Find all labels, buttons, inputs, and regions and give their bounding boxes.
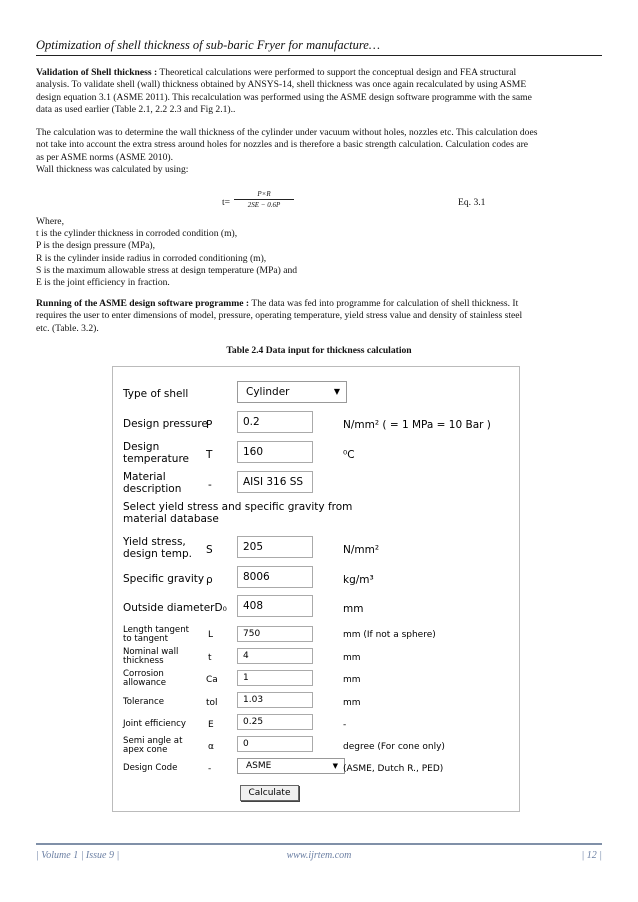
corrosion-field[interactable]: 1 bbox=[237, 670, 313, 686]
design-temperature-label: Design temperature bbox=[123, 441, 189, 465]
corrosion-symbol: Ca bbox=[206, 675, 218, 685]
validation-heading: Validation of Shell thickness : bbox=[36, 67, 158, 78]
list-item: R is the cylinder inside radius in corroded conditioning (m), bbox=[36, 252, 267, 264]
shell-type-select[interactable]: Cylinder ▼ bbox=[237, 381, 347, 403]
list-item: S is the maximum allowable stress at design temperature (MPa) and bbox=[36, 264, 298, 276]
tolerance-symbol: tol bbox=[206, 698, 218, 708]
joint-efficiency-label: Joint efficiency bbox=[123, 719, 186, 729]
equation-numerator: P×R bbox=[234, 190, 294, 200]
design-pressure-unit: N/mm² ( = 1 MPa = 10 Bar ) bbox=[343, 419, 491, 431]
design-pressure-label: Design pressure bbox=[123, 418, 208, 430]
chevron-down-icon: ▼ bbox=[333, 387, 340, 396]
outside-diameter-field[interactable]: 408 bbox=[237, 595, 313, 617]
specific-gravity-unit: kg/m³ bbox=[343, 574, 374, 586]
material-database-note: Select yield stress and specific gravity from material database bbox=[123, 501, 353, 525]
material-description-label: Material description bbox=[123, 471, 182, 495]
nominal-wall-label: Nominal wall thickness bbox=[123, 647, 179, 667]
footer-rule bbox=[36, 843, 602, 845]
calculation-paragraph: The calculation was to determine the wall thickness of the cylinder under vacuum without holes, nozzles etc. This calculation does not take into account the extra stress around holes for nozzles and is therefore a basic strength calculation. Calculation codes are as per ASME norms (ASME 2010). Wall thickness was calculated by using: bbox=[36, 127, 538, 176]
footer-page-number: | 12 | bbox=[581, 850, 602, 861]
footer-website: www.ijrtem.com bbox=[286, 850, 352, 861]
semi-angle-unit: degree (For cone only) bbox=[343, 742, 445, 752]
corrosion-label: Corrosion allowance bbox=[123, 669, 167, 689]
equation-line bbox=[36, 190, 602, 214]
type-of-shell-label: Type of shell bbox=[123, 388, 189, 400]
software-paragraph: Running of the ASME design software programme : The data was fed into programme for calculation of shell thickness. It requires the user to enter dimensions of model, pressure, operating temperature, yield stress value and density of stainless steel etc. (Table. 3.2). bbox=[36, 298, 523, 334]
joint-efficiency-unit: - bbox=[343, 720, 347, 730]
nominal-wall-symbol: t bbox=[208, 653, 212, 663]
list-item: E is the joint efficiency in fraction. bbox=[36, 277, 170, 289]
design-temperature-unit: ⁰C bbox=[343, 449, 355, 461]
equation-number: Eq. 3.1 bbox=[458, 197, 486, 208]
tolerance-unit: mm bbox=[343, 698, 361, 708]
software-heading: Running of the ASME design software programme : bbox=[36, 298, 250, 309]
material-symbol: - bbox=[208, 479, 212, 491]
design-pressure-symbol: P bbox=[206, 419, 213, 431]
validation-paragraph: Validation of Shell thickness : Theoretical calculations were performed to support the conceptual design and FEA structural analysis. To validate shell (wall) thickness obtained by ANSYS-14, shell thickness was once again recalculated by using ASME design equation 3.1 (ASME 2011). This recalculation was performed using the ASME design software programme with the same data as used earlier (Table 2.1, 2.2 2.3 and Fig 2.1).. bbox=[36, 67, 532, 116]
equation-denominator: 2SE − 0.6P bbox=[247, 201, 281, 209]
joint-efficiency-symbol: E bbox=[208, 720, 214, 730]
design-temperature-field[interactable]: 160 bbox=[237, 441, 313, 463]
length-symbol: L bbox=[208, 630, 214, 640]
where-list: Where, t is the cylinder thickness in corroded condition (m), P is the design pressure (MPa), R is the cylinder inside radius in corroded conditioning (m), S is the maximum allowable stress at design temperature (MPa) and E is the joint efficiency in fraction. bbox=[36, 216, 298, 289]
yield-stress-symbol: S bbox=[206, 544, 213, 556]
length-label: Length tangent to tangent bbox=[123, 625, 190, 645]
table-caption: Table 2.4 Data input for thickness calculation bbox=[226, 345, 412, 356]
list-item: P is the design pressure (MPa), bbox=[36, 240, 156, 252]
semi-angle-field[interactable]: 0 bbox=[237, 736, 313, 752]
design-code-unit: (ASME, Dutch R., PED) bbox=[343, 764, 444, 774]
nominal-wall-field[interactable]: 4 bbox=[237, 648, 313, 664]
design-code-select[interactable]: ASME ▼ bbox=[237, 758, 345, 774]
data-input-form bbox=[112, 366, 520, 812]
yield-stress-unit: N/mm² bbox=[343, 544, 380, 556]
tolerance-label: Tolerance bbox=[123, 697, 164, 707]
nominal-wall-unit: mm bbox=[343, 653, 361, 663]
length-field[interactable]: 750 bbox=[237, 626, 313, 642]
outside-diameter-label: Outside diameterD₀ bbox=[123, 602, 227, 614]
material-field[interactable]: AISI 316 SS bbox=[237, 471, 313, 493]
calculate-button[interactable]: Calculate bbox=[240, 785, 299, 801]
design-code-label: Design Code bbox=[123, 763, 178, 773]
semi-angle-symbol: α bbox=[208, 742, 214, 752]
footer-volume: | Volume 1 | Issue 9 | bbox=[36, 850, 120, 861]
specific-gravity-field[interactable]: 8006 bbox=[237, 566, 313, 588]
outside-diameter-unit: mm bbox=[343, 603, 364, 615]
chevron-down-icon: ▼ bbox=[332, 762, 338, 770]
joint-efficiency-field[interactable]: 0.25 bbox=[237, 714, 313, 730]
yield-stress-label: Yield stress, design temp. bbox=[123, 536, 192, 560]
specific-gravity-symbol: ρ bbox=[206, 574, 213, 586]
design-pressure-field[interactable]: 0.2 bbox=[237, 411, 313, 433]
design-code-symbol: - bbox=[208, 764, 212, 774]
equation-fraction bbox=[234, 190, 294, 209]
list-item: t is the cylinder thickness in corroded condition (m), bbox=[36, 228, 238, 240]
corrosion-unit: mm bbox=[343, 675, 361, 685]
specific-gravity-label: Specific gravity bbox=[123, 573, 205, 585]
equation-lhs: t= bbox=[222, 197, 231, 208]
yield-stress-field[interactable]: 205 bbox=[237, 536, 313, 558]
design-temperature-symbol: T bbox=[206, 449, 213, 461]
semi-angle-label: Semi angle at apex cone bbox=[123, 736, 183, 756]
tolerance-field[interactable]: 1.03 bbox=[237, 692, 313, 708]
length-unit: mm (If not a sphere) bbox=[343, 630, 436, 640]
page-header-title: Optimization of shell thickness of sub-baric Fryer for manufacture… bbox=[36, 38, 380, 52]
header-rule bbox=[36, 55, 602, 56]
